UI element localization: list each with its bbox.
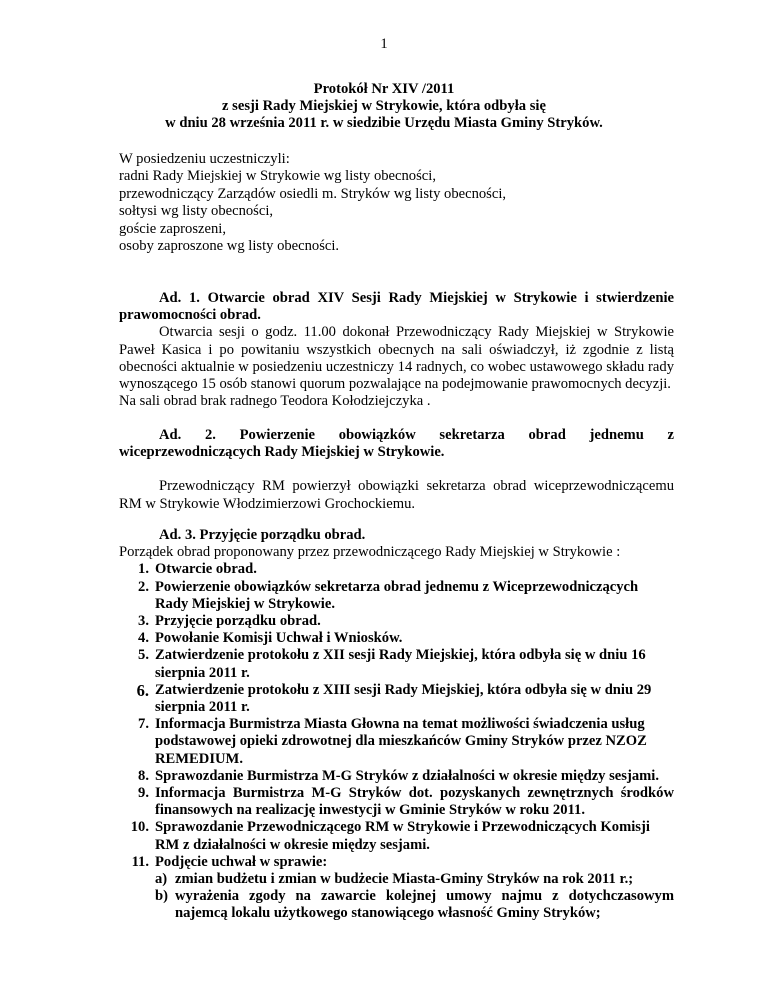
agenda-item: 2. Powierzenie obowiązków sekretarza obrad jednemu z Wiceprzewodniczących Rady Miejskiej w Strykowie. [138,578,639,612]
agenda-item: 4. Powołanie Komisji Uchwał i Wniosków. [138,630,403,647]
ad3-heading: Ad. 3. Przyjęcie porządku obrad. [159,527,366,543]
agenda-item: 3. Przyjęcie porządku obrad. [138,613,321,630]
ad1-heading: Ad. 1. Otwarcie obrad XIV Sesji Rady Miejskiej w Strykowie i stwierdzenie prawomocności obrad. [119,290,674,324]
section-ad1 [119,290,674,410]
title-line-2: z sesji Rady Miejskiej w Strykowie, która odbyła się [222,98,546,115]
ad2-body: Przewodniczący RM powierzył obowiązki sekretarza obrad wiceprzewodniczącemu RM w Strykowie Włodzimierzowi Grochockiemu. [119,478,674,512]
page-number: 1 [380,36,388,52]
attendees-line: sołtysi wg listy obecności, [119,203,274,220]
agenda-subitem: a) zmian budżetu i zmian w budżecie Miasta-Gminy Stryków na rok 2011 r.; [155,871,634,888]
section-ad3 [119,527,674,923]
agenda-item: 6. Zatwierdzenie protokołu z XIII sesji Rady Miejskiej, która odbyła się w dniu 29 sierpnia 2011 r. [136,680,652,716]
ad1-body: Otwarcia sesji o godz. 11.00 dokonał Przewodniczący Rady Miejskiej w Strykowie Paweł Kasica i po powitaniu wszystkich obecnych na sali oświadczył, iż zgodnie z listą obecności aktualnie w posiedzeniu uczestniczy 14 radnych, co wobec ustawowego składu rady wynoszącego 15 osób stanowi quorum pozwalające na podejmowanie prawomocnych decyzji. [119,324,674,393]
agenda-item: 8. Sprawozdanie Burmistrza M-G Stryków z działalności w okresie między sesjami. [138,767,659,784]
document-title [0,81,768,133]
ad3-intro: Porządek obrad proponowany przez przewodniczącego Rady Miejskiej w Strykowie : [119,544,621,561]
agenda-subitems [155,871,674,923]
agenda-item: 5. Zatwierdzenie protokołu z XII sesji Rady Miejskiej, która odbyła się w dniu 16 sierpnia 2011 r. [138,647,646,681]
agenda-item: 10. Sprawozdanie Przewodniczącego RM w Strykowie i Przewodniczących Komisji RM z działalności w okresie między sesjami. [130,819,650,853]
ad2-heading: Ad. 2. Powierzenie obowiązków sekretarza obrad jednemu z wiceprzewodniczących Rady Miejskiej w Strykowie. [119,427,674,461]
attendees-line: przewodniczący Zarządów osiedli m. Stryków wg listy obecności, [119,185,507,202]
agenda-item: 9. Informacja Burmistrza M-G Stryków dot. pozyskanych zewnętrznych środków finansowych na realizację inwestycji w Gminie Stryków w roku 2011. [138,785,674,819]
attendees-list [119,151,674,255]
title-line-3: w dniu 28 września 2011 r. w siedzibie Urzędu Miasta Gminy Stryków. [165,115,603,132]
agenda-item: 7. Informacja Burmistrza Miasta Głowna na temat możliwości świadczenia usług podstawowej opieki zdrowotnej dla mieszkańców Gminy Stryków przez NZOZ REMEDIUM. [138,716,647,767]
attendees-line: osoby zaproszone wg listy obecności. [119,237,340,254]
attendees-line: goście zaproszeni, [119,220,226,237]
attendees-line: radni Rady Miejskiej w Strykowie wg listy obecności, [119,168,436,185]
agenda-list [119,561,674,922]
agenda-subitem: b) wyrażenia zgody na zawarcie kolejnej umowy najmu z dotychczasowym najemcą lokalu użytkowego stanowiącego własność Gminy Stryków; [155,888,674,922]
agenda-item: 1. Otwarcie obrad. [138,561,257,578]
attendees-line: W posiedzeniu uczestniczyli: [119,151,290,167]
section-ad2 [119,427,674,513]
agenda-item: 11. Podjęcie uchwał w sprawie: a) zmian budżetu i zmian w budżecie Miasta-Gminy Stryków na rok 2011 r.; b) wyrażenia zgody na zawarcie kolejnej umowy najmu z dotychczasowym najemcą lokalu użytkowego stanowiącego własność Gminy Stryków; [131,853,674,922]
ad1-note: Na sali obrad brak radnego Teodora Kołodziejczyka . [119,393,431,410]
title-line-1: Protokół Nr XIV /2011 [313,81,455,97]
